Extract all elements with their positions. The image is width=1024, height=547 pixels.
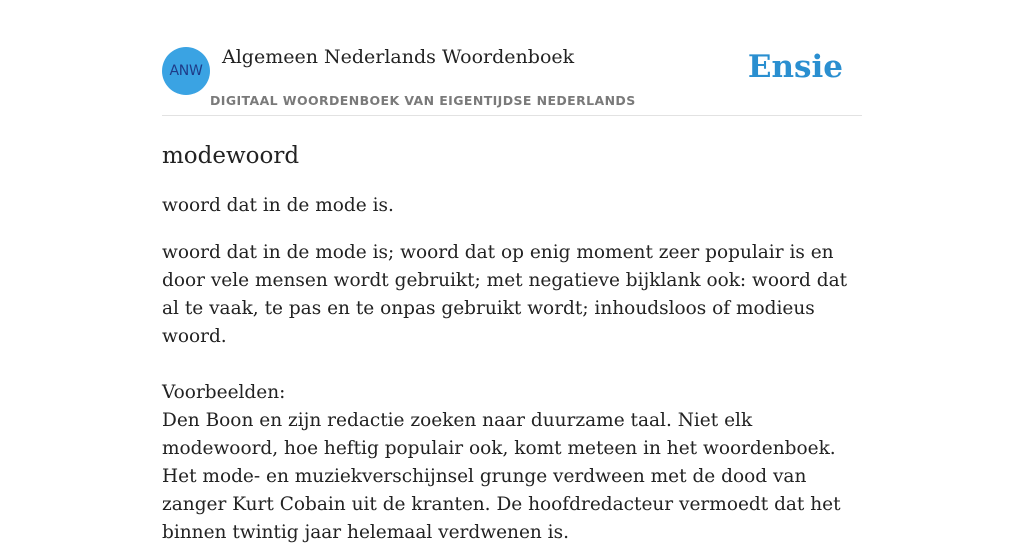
headword: modewoord bbox=[162, 143, 300, 169]
page bbox=[162, 0, 862, 547]
long-definition: woord dat in de mode is; woord dat op enig moment zeer populair is en door vele mensen wordt gebruikt; met negatieve bijklank ook: woord dat al te vaak, te pas en te onpas gebruikt wordt; inhoudsloos of modieus woord. bbox=[162, 242, 848, 347]
ensie-brand-logo[interactable]: Ensie bbox=[747, 49, 843, 85]
site-subtitle: DIGITAAL WOORDENBOEK VAN EIGENTIJDSE NEDERLANDS bbox=[210, 93, 636, 108]
example-text: Den Boon en zijn redactie zoeken naar duurzame taal. Niet elk modewoord, hoe heftig populair ook, komt meteen in het woordenboek. Het mode- en muziekverschijnsel grunge verdween met de dood van zanger Kurt Cobain uit de kranten. De hoofdredacteur vermoedt dat het binnen twintig jaar helemaal verdwenen is. bbox=[162, 410, 841, 543]
site-header bbox=[162, 46, 862, 116]
short-definition: woord dat in de mode is. bbox=[162, 195, 394, 216]
anw-logo[interactable]: ANW bbox=[162, 47, 210, 95]
examples-label: Voorbeelden: bbox=[162, 382, 286, 403]
site-title[interactable]: Algemeen Nederlands Woordenboek bbox=[222, 46, 575, 68]
